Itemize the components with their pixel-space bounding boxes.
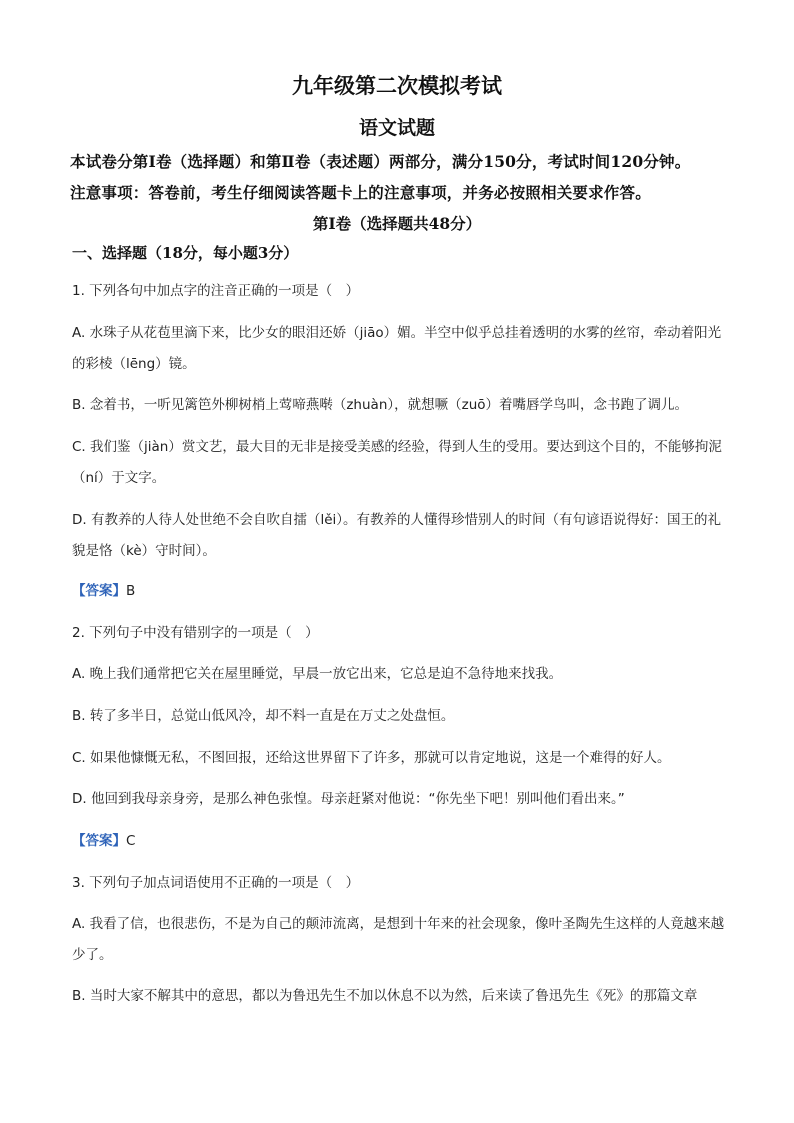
- question-2-answer: [72, 826, 135, 857]
- question-2-option-c: C. 如果他慷慨无私，不图回报，还给这世界留下了许多，那就可以肯定地说，这是一个难得的好人。: [72, 750, 671, 766]
- question-2-option-a: A. 晚上我们通常把它关在屋里睡觉，早晨一放它出来，它总是迫不急待地来找我。: [72, 666, 563, 682]
- question-1-option-b: B. 念着书，一听见篱笆外柳树梢上莺啼燕啭（zhuàn），就想噘（zuō）着嘴唇学鸟叫，念书跑了调儿。: [72, 397, 689, 413]
- question-1-option-a: A. 水珠子从花苞里滴下来，比少女的眼泪还娇（jiāo）媚。半空中似乎总挂着透明的水雾的丝帘，牵动着阳光的彩棱（lēng）镜。: [72, 325, 722, 372]
- answer-value: B: [126, 583, 136, 599]
- answer-label: 【答案】: [72, 833, 126, 849]
- exam-subtitle: 语文试题: [358, 117, 435, 139]
- question-3-option-a: A. 我看了信，也很悲伤，不是为自己的颠沛流离，是想到十年来的社会现象，像叶圣陶先生这样的人竟越来越少了。: [72, 916, 725, 963]
- question-1-option-d: D. 有教养的人待人处世绝不会自吹自擂（lěi）。有教养的人懂得珍惜别人的时间（有句谚语说得好：国王的礼貌是恪（kè）守时间）。: [72, 512, 722, 559]
- question-2-option-b: B. 转了多半日，总觉山低风冷，却不料一直是在万丈之处盘恒。: [72, 708, 455, 724]
- volume-heading: 第Ⅰ卷（选择题共48分）: [312, 214, 482, 233]
- intro-line-1: 本试卷分第Ⅰ卷（选择题）和第Ⅱ卷（表述题）两部分，满分150分，考试时间120分钟。: [70, 152, 691, 171]
- intro-line-2: 注意事项：答卷前，考生仔细阅读答题卡上的注意事项，并务必按照相关要求作答。: [70, 183, 651, 202]
- question-2-stem: 2. 下列句子中没有错别字的一项是（ ）: [72, 625, 319, 641]
- answer-label: 【答案】: [72, 583, 126, 599]
- question-3-option-b: B. 当时大家不解其中的意思，都以为鲁迅先生不加以休息不以为然，后来读了鲁迅先生《死》的那篇文章: [72, 988, 698, 1004]
- question-1-option-c: C. 我们鉴（jiàn）赏文艺，最大目的无非是接受美感的经验，得到人生的受用。要达到这个目的，不能够拘泥（ní）于文字。: [72, 439, 722, 486]
- section-heading: 一、选择题（18分，每小题3分）: [72, 244, 299, 262]
- question-1-stem: 1. 下列各句中加点字的注音正确的一项是（ ）: [72, 283, 360, 299]
- exam-title: 九年级第二次模拟考试: [292, 73, 502, 98]
- question-3-stem: 3. 下列句子加点词语使用不正确的一项是（ ）: [72, 875, 360, 891]
- answer-value: C: [126, 833, 136, 849]
- question-1-answer: [72, 576, 135, 607]
- question-2-option-d: D. 他回到我母亲身旁，是那么神色张惶。母亲赶紧对他说：“你先坐下吧！别叫他们看出来。”: [72, 791, 625, 807]
